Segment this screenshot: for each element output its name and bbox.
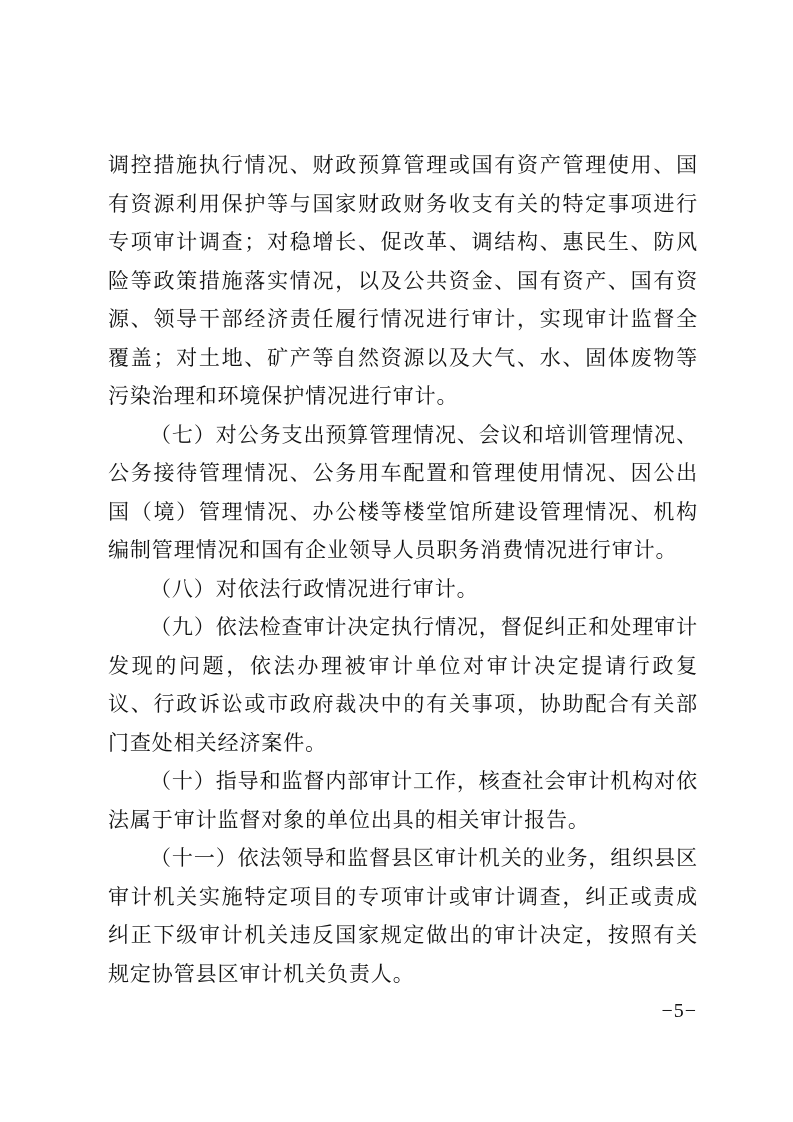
document-body (108, 146, 698, 993)
paragraph-item-11: （十一）依法领导和监督县区审计机关的业务，组织县区审计机关实施特定项目的专项审计或审计调查，纠正或责成纠正下级审计机关违反国家规定做出的审计决定，按照有关规定协管县区审计机关负责人。 (108, 846, 698, 986)
paragraph-item-10: （十）指导和监督内部审计工作，核查社会审计机构对依法属于审计监督对象的单位出具的相关审计报告。 (108, 769, 698, 832)
paragraph-item-8: （八）对依法行政情况进行审计。 (150, 576, 479, 601)
paragraph-item-9: （九）依法检查审计决定执行情况，督促纠正和处理审计发现的问题，依法办理被审计单位对审计决定提请行政复议、行政诉讼或市政府裁决中的有关事项，协助配合有关部门查处相关经济案件。 (108, 615, 698, 755)
paragraph-item-7: （七）对公务支出预算管理情况、会议和培训管理情况、公务接待管理情况、公务用车配置和管理使用情况、因公出国（境）管理情况、办公楼等楼堂馆所建设管理情况、机构编制管理情况和国有企业领导人员职务消费情况进行审计。 (108, 422, 698, 562)
page-number: −5− (661, 1000, 697, 1022)
paragraph-continuation: 调控措施执行情况、财政预算管理或国有资产管理使用、国有资源利用保护等与国家财政财务收支有关的特定事项进行专项审计调查；对稳增长、促改革、调结构、惠民生、防风险等政策措施落实情况，以及公共资金、国有资产、国有资源、领导干部经济责任履行情况进行审计，实现审计监督全覆盖；对土地、矿产等自然资源以及大气、水、固体废物等污染治理和环境保护情况进行审计。 (108, 153, 698, 408)
